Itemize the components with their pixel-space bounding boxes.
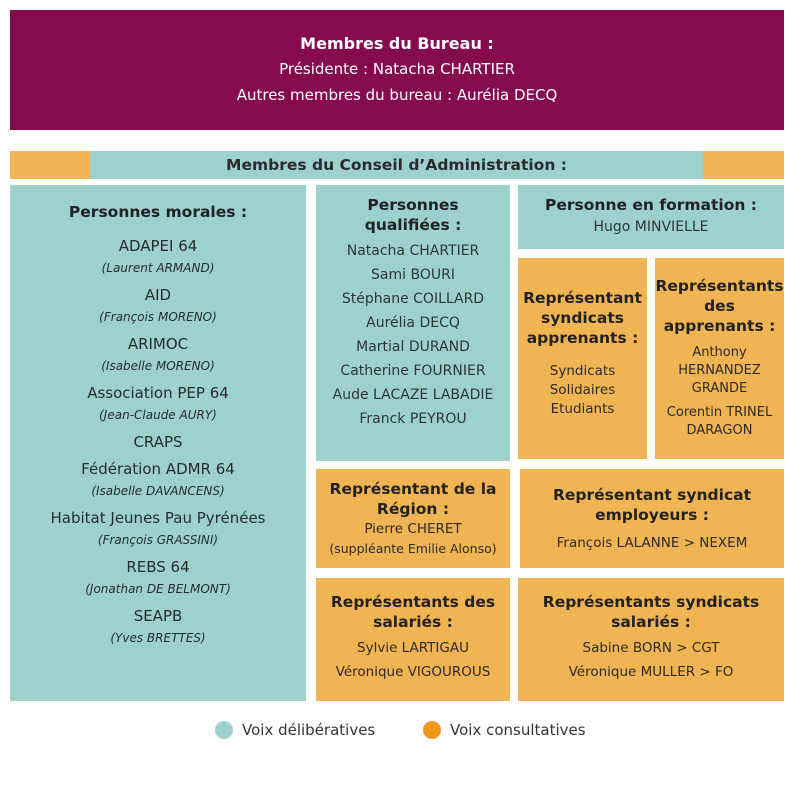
conseil-bar-right	[703, 151, 784, 179]
rep-apprenants-title-2: des	[704, 297, 735, 315]
conseil-bar-left	[10, 151, 90, 179]
personne-morale-rep: (Isabelle MORENO)	[101, 359, 215, 373]
personne-formation-panel	[518, 185, 784, 249]
personne-qualifiee-name: Stéphane COILLARD	[341, 291, 485, 307]
personne-morale-org: ADAPEI 64	[118, 237, 198, 255]
personne-qualifiee-name: Natacha CHARTIER	[346, 243, 480, 259]
rep-salaries-right-name-1: Sabine BORN > CGT	[582, 640, 720, 656]
personne-qualifiee-name: Martial DURAND	[356, 339, 470, 355]
personne-formation-name: Hugo MINVIELLE	[593, 219, 709, 235]
rep-region-panel	[316, 469, 510, 568]
personne-morale-rep: (Jean-Claude AURY)	[99, 408, 217, 422]
personne-morale-rep: (Laurent ARMAND)	[101, 261, 215, 275]
rep-syndicats-apprenants-title-2: syndicats	[540, 309, 625, 327]
personne-morale-rep: (Jonathan DE BELMONT)	[85, 582, 231, 596]
personne-morale-rep: (Isabelle DAVANCENS)	[91, 484, 225, 498]
personne-qualifiee-name: Aurélia DECQ	[366, 315, 460, 331]
rep-salaries-left-title-1: Représentants des	[330, 593, 496, 611]
legend-deliberative	[215, 720, 375, 740]
rep-employeurs-title-1: Représentant syndicat	[552, 486, 751, 504]
personne-morale-rep: (François MORENO)	[99, 310, 217, 324]
personnes-qualifiees-panel	[316, 185, 510, 461]
personnes-qualifiees-list	[316, 239, 510, 431]
personne-morale-org: ARIMOC	[127, 335, 189, 353]
rep-syndicats-apprenants-panel	[518, 258, 647, 459]
rep-apprenants-person2-2: DARAGON	[686, 423, 753, 438]
rep-apprenants-person2-1: Corentin TRINEL	[666, 405, 773, 420]
rep-syndicats-apprenants-title-1: Représentant	[523, 289, 642, 307]
rep-salaries-right-title-2: salariés :	[611, 613, 691, 631]
personnes-morales-panel	[10, 185, 306, 701]
legend-deliberative-label: Voix délibératives	[242, 721, 376, 739]
rep-salaries-left-panel	[316, 578, 510, 701]
personnes-qualifiees-title-line2: qualifiées :	[364, 216, 462, 234]
personnes-qualifiees-title-line1: Personnes	[367, 196, 459, 214]
personne-qualifiee-name: Aude LACAZE LABADIE	[332, 387, 494, 403]
rep-region-suppleante: (suppléante Emilie Alonso)	[329, 541, 497, 556]
rep-syndicats-apprenants-value-2: Solidaires	[549, 382, 616, 398]
legend-consultative-label: Voix consultatives	[450, 721, 586, 739]
legend-deliberative-dot-icon	[215, 721, 233, 739]
bureau-title: Membres du Bureau :	[300, 34, 494, 53]
personne-morale-rep: (Yves BRETTES)	[110, 631, 206, 645]
rep-apprenants-person1-2: HERNANDEZ	[678, 363, 761, 378]
bureau-others: Autres membres du bureau : Aurélia DECQ	[236, 86, 558, 104]
personne-morale-org: Association PEP 64	[87, 384, 229, 402]
personne-formation-title: Personne en formation :	[545, 196, 757, 214]
rep-apprenants-person1-3: GRANDE	[691, 381, 748, 396]
personne-qualifiee-name: Franck PEYROU	[359, 411, 467, 427]
personne-morale-org: CRAPS	[133, 433, 183, 451]
rep-salaries-right-name-2: Véronique MULLER > FO	[568, 664, 734, 680]
rep-region-title-2: Région :	[376, 500, 450, 518]
bureau-president: Présidente : Natacha CHARTIER	[279, 60, 515, 78]
rep-employeurs-name: François LALANNE > NEXEM	[556, 535, 748, 551]
rep-region-name: Pierre CHERET	[364, 521, 462, 537]
rep-employeurs-panel	[520, 469, 784, 568]
rep-region-title-1: Représentant de la	[329, 480, 497, 498]
rep-syndicats-apprenants-value-3: Etudiants	[550, 401, 615, 417]
rep-salaries-left-title-2: salariés :	[373, 613, 453, 631]
rep-salaries-left-name-2: Véronique VIGOUROUS	[335, 664, 491, 680]
personnes-morales-title: Personnes morales :	[68, 203, 248, 221]
bureau-panel	[10, 10, 784, 130]
personne-morale-org: AID	[144, 286, 172, 304]
personne-qualifiee-name: Catherine FOURNIER	[340, 363, 486, 379]
rep-employeurs-title-2: employeurs :	[595, 506, 709, 524]
conseil-title: Membres du Conseil d’Administration :	[226, 156, 567, 174]
rep-salaries-right-title-1: Représentants syndicats	[542, 593, 760, 611]
rep-apprenants-title-1: Représentants	[655, 277, 784, 295]
personne-morale-org: Habitat Jeunes Pau Pyrénées	[50, 509, 266, 527]
conseil-title-bar	[90, 151, 703, 179]
rep-apprenants-title-3: apprenants :	[663, 317, 776, 335]
rep-syndicats-apprenants-value-1: Syndicats	[549, 363, 616, 379]
personnes-morales-list	[10, 235, 306, 649]
rep-apprenants-person1-1: Anthony	[692, 345, 747, 360]
legend-consultative	[423, 720, 586, 740]
personne-morale-org: SEAPB	[133, 607, 183, 625]
legend-consultative-dot-icon	[423, 721, 441, 739]
personne-qualifiee-name: Sami BOURI	[371, 267, 455, 283]
personne-morale-org: REBS 64	[126, 558, 190, 576]
personne-morale-org: Fédération ADMR 64	[81, 460, 235, 478]
rep-apprenants-panel	[655, 258, 784, 459]
rep-salaries-left-name-1: Sylvie LARTIGAU	[357, 640, 469, 656]
rep-syndicats-apprenants-title-3: apprenants :	[526, 329, 639, 347]
rep-salaries-right-panel	[518, 578, 784, 701]
personne-morale-rep: (François GRASSINI)	[97, 533, 219, 547]
